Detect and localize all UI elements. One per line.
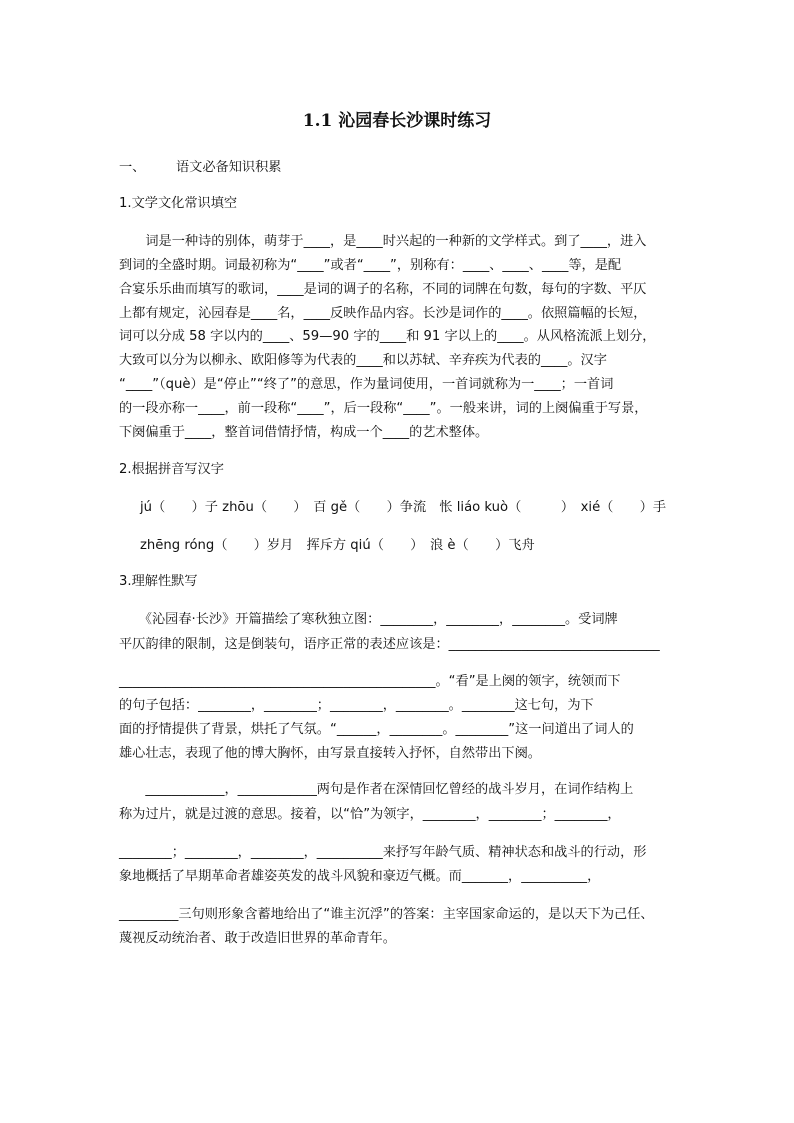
q1-line: “____”（què）是“停止”“终了”的意思，作为量词使用，一首词就称为一____；一首词 [119,377,614,392]
q1-line: 词可以分成 58 字以内的____、59—90 字的____和 91 字以上的____。从风格流派上划分， [119,329,656,344]
q3-line: _________三句则形象含蓄地给出了“谁主沉浮”的答案：主宰国家命运的，是以天下为己任、 [119,907,654,922]
section-number: 一、 [119,160,146,175]
q3-line: 雄心壮志，表现了他的博大胸怀，由写景直接转入抒怀，自然带出下阕。 [119,746,541,761]
q1-line: 合宴乐乐曲而填写的歌词，____是词的调子的名称，不同的词牌在句数，每句的字数、平仄 [119,282,647,297]
q3-line: ________；________，________，__________来抒写年龄气质、精神状态和战斗的行动，形 [119,845,647,860]
q3-line: 《沁园春·长沙》开篇描绘了寒秋独立图：________，________，________。受词牌 [119,612,618,627]
q1-line: 到词的全盛时期。词最初称为“____”或者“____”，别称有：____、____、____等，是配 [119,258,622,273]
q1-line: 上都有规定，沁园春是____名，____反映作品内容。长沙是词作的____。依照篇幅的长短， [119,306,647,321]
page-title: 1.1 沁园春长沙课时练习 [302,111,492,131]
q3-line: 蔑视反动统治者、敢于改造旧世界的革命青年。 [119,931,396,946]
q1-line: 下阕偏重于____，整首词借情抒情，构成一个____的艺术整体。 [119,425,489,440]
section-title: 语文必备知识积累 [176,160,282,175]
q1-line: 的一段亦称一____，前一段称“____”，后一段称“____”。一般来讲，词的上阕偏重于写景， [119,401,648,416]
q3-line: 象地概括了早期革命者雄姿英发的战斗风貌和豪迈气概。而_______，__________， [119,869,601,884]
q1-line: 大致可以分为以柳永、欧阳修等为代表的____和以苏轼、辛弃疾为代表的____。汉字 [119,353,607,368]
q3-line: 的句子包括：________，________；________，________。________这七句，为下 [119,698,594,713]
q3-line: 称为过片，就是过渡的意思。接着，以“恰”为领字，________，________；________， [119,807,621,822]
question-3-heading: 3.理解性默写 [119,574,198,589]
q3-line: 平仄韵律的限制，这是倒装句，语序正常的表述应该是：________________________________ [119,637,660,652]
question-1-heading: 1.文学文化常识填空 [119,196,238,211]
pinyin-line: zhēng róng（ ）岁月 挥斥方 qiú（ ） 浪 è（ ）飞舟 [140,538,535,553]
q1-line: 词是一种诗的别体，萌芽于____，是____时兴起的一种新的文学样式。到了____，进入 [119,234,647,249]
q3-line: ________________________________________________。“看”是上阕的领字，统领而下 [119,674,621,689]
q3-line: ____________，____________两句是作者在深情回忆曾经的战斗岁月，在词作结构上 [119,782,634,797]
question-2-heading: 2.根据拼音写汉字 [119,462,224,477]
q3-line: 面的抒情提供了背景，烘托了气氛。“______，________。________”这一问道出了词人的 [119,722,634,737]
pinyin-line: jú（ ）子 zhōu（ ） 百 gě（ ）争流 怅 liáo kuò（ ） xié（ ）手 [140,500,667,515]
